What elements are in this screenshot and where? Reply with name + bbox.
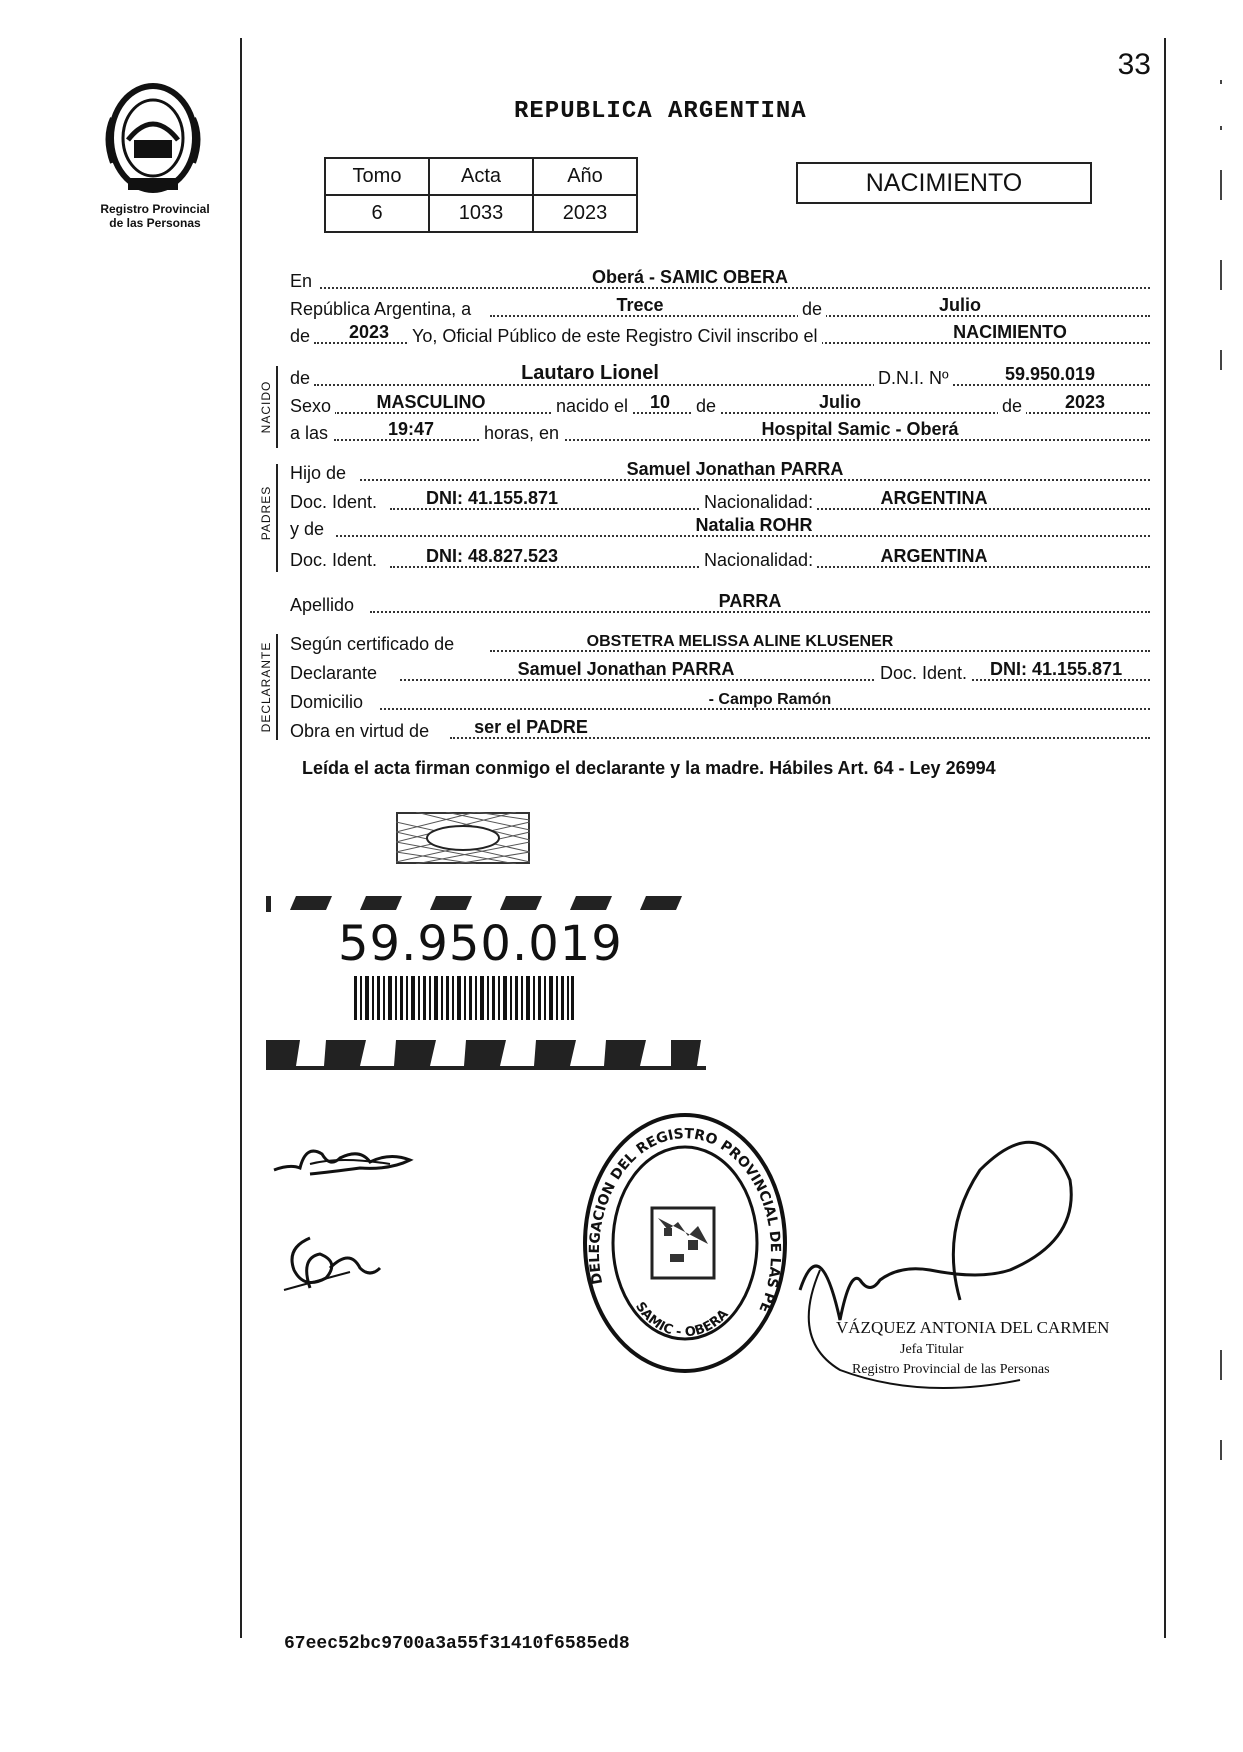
act-type-box: NACIMIENTO [796, 162, 1092, 204]
right-margin-line [1164, 38, 1166, 1638]
value-doc-declarante: DNI: 41.155.871 [990, 659, 1123, 679]
row-sexo [290, 391, 1150, 419]
label-apellido: Apellido [290, 595, 358, 616]
label-hijo-de: Hijo de [290, 463, 350, 484]
label-de-nombre: de [290, 368, 314, 389]
row-madre [290, 514, 1150, 542]
value-anio: 2023 [348, 322, 390, 342]
label-en: En [290, 271, 316, 292]
registry-label-acta: Acta [429, 158, 533, 195]
value-lugar: Hospital Samic - Oberá [761, 419, 959, 439]
section-label-declarante: DECLARANTE [259, 641, 273, 733]
registry-label-anio: Año [533, 158, 637, 195]
official-role: Jefa Titular [900, 1342, 964, 1357]
value-apellido: PARRA [718, 591, 782, 611]
bracket-nacido [276, 366, 278, 448]
row-madre-doc [290, 545, 1150, 573]
ornament-band-bottom-icon [266, 1036, 706, 1072]
scan-marks [1218, 60, 1224, 1460]
document-title: REPUBLICA ARGENTINA [514, 98, 807, 125]
svg-text:DELEGACION DEL REGISTRO PROVIN: DELEGACION DEL REGISTRO PROVINCIAL DE LAS PE [586, 1126, 784, 1315]
row-nombre [290, 363, 1150, 391]
value-padre: Samuel Jonathan PARRA [626, 459, 844, 479]
document-hash: 67eec52bc9700a3a55f31410f6585ed8 [284, 1634, 630, 1654]
value-declarante: Samuel Jonathan PARRA [517, 659, 735, 679]
row-domicilio [290, 687, 1150, 715]
value-madre: Natalia ROHR [695, 515, 813, 535]
label-nacido-el: nacido el [552, 396, 632, 417]
label-horas-en: horas, en [480, 423, 563, 444]
value-nombre: Lautaro Lionel [521, 362, 659, 384]
label-doc-padre: Doc. Ident. [290, 492, 381, 513]
barcode-icon [354, 976, 574, 1020]
label-doc-madre: Doc. Ident. [290, 550, 381, 571]
text-oficial: Yo, Oficial Público de este Registro Civil inscribo el [408, 326, 822, 347]
label-de: de [798, 299, 826, 320]
row-padre [290, 458, 1150, 486]
value-certificado: OBSTETRA MELISSA ALINE KLUSENER [586, 633, 894, 650]
row-obra [290, 716, 1150, 744]
page-number: 33 [1117, 48, 1151, 81]
label-dni: D.N.I. Nº [874, 368, 953, 389]
row-apellido [290, 590, 1150, 618]
bracket-declarante [276, 634, 278, 740]
value-obra: ser el PADRE [474, 717, 588, 737]
row-en [290, 266, 1150, 294]
bracket-padres [276, 464, 278, 572]
label-republica: República Argentina, a [290, 299, 475, 320]
row-anio [290, 321, 1150, 349]
value-doc-padre: DNI: 41.155.871 [425, 488, 559, 508]
label-sexo: Sexo [290, 396, 335, 417]
row-declarante [290, 658, 1150, 686]
value-sexo: MASCULINO [376, 392, 486, 412]
value-en: Oberá - SAMIC OBERA [591, 267, 789, 287]
row-padre-doc [290, 487, 1150, 515]
ornament-band-top-icon [266, 890, 706, 914]
row-republica [290, 294, 1150, 322]
section-label-padres: PADRES [259, 485, 273, 541]
registry-value-acta: 1033 [429, 195, 533, 232]
label-nac-padre: Nacionalidad: [700, 492, 817, 513]
label-de-anio-nac: de [998, 396, 1026, 417]
closing-note: Leída el acta firman conmigo el declarante y la madre. Hábiles Art. 64 - Ley 26994 [302, 758, 996, 778]
signature-madre-icon [280, 1228, 400, 1298]
agency-name [70, 202, 240, 230]
left-margin-line [240, 38, 242, 1638]
label-doc-declarante: Doc. Ident. [876, 663, 971, 684]
signature-declarante-icon [270, 1134, 430, 1184]
label-de-mes: de [692, 396, 720, 417]
label-certificado: Según certificado de [290, 634, 458, 655]
svg-text:SAMIC - OBERA: SAMIC - OBERA [632, 1299, 732, 1341]
row-certificado [290, 629, 1150, 657]
value-dni: 59.950.019 [1004, 364, 1096, 384]
row-hora [290, 418, 1150, 446]
value-domicilio: - Campo Ramón [708, 691, 832, 708]
value-dia: Trece [616, 295, 664, 315]
agency-name-line2: de las Personas [109, 216, 201, 230]
value-hora: 19:47 [387, 419, 435, 439]
label-nac-madre: Nacionalidad: [700, 550, 817, 571]
security-stamp-icon [396, 812, 530, 864]
label-obra: Obra en virtud de [290, 721, 433, 742]
registry-value-tomo: 6 [325, 195, 429, 232]
provincia-misiones-seal-icon [98, 78, 208, 200]
id-number: 59.950.019 [338, 916, 623, 972]
official-seal-icon [580, 1108, 790, 1378]
value-mes-nac: Julio [818, 392, 861, 412]
value-anio-nac: 2023 [1064, 392, 1106, 412]
official-agency: Registro Provincial de las Personas [852, 1362, 1050, 1377]
value-dia-nac: 10 [649, 392, 671, 412]
official-name: VÁZQUEZ ANTONIA DEL CARMEN [836, 1318, 1110, 1337]
label-a-las: a las [290, 423, 332, 444]
label-de-anio: de [290, 326, 314, 347]
label-declarante: Declarante [290, 663, 381, 684]
agency-name-line1: Registro Provincial [100, 202, 210, 216]
label-domicilio: Domicilio [290, 692, 367, 713]
registry-label-tomo: Tomo [325, 158, 429, 195]
registry-table [324, 157, 638, 233]
value-mes: Julio [938, 295, 981, 315]
value-nac-madre: ARGENTINA [880, 546, 988, 566]
value-doc-madre: DNI: 48.827.523 [425, 546, 559, 566]
section-label-nacido: NACIDO [259, 380, 273, 434]
registry-value-anio: 2023 [533, 195, 637, 232]
value-nac-padre: ARGENTINA [880, 488, 988, 508]
label-y-de: y de [290, 519, 328, 540]
value-acto: NACIMIENTO [953, 322, 1067, 342]
